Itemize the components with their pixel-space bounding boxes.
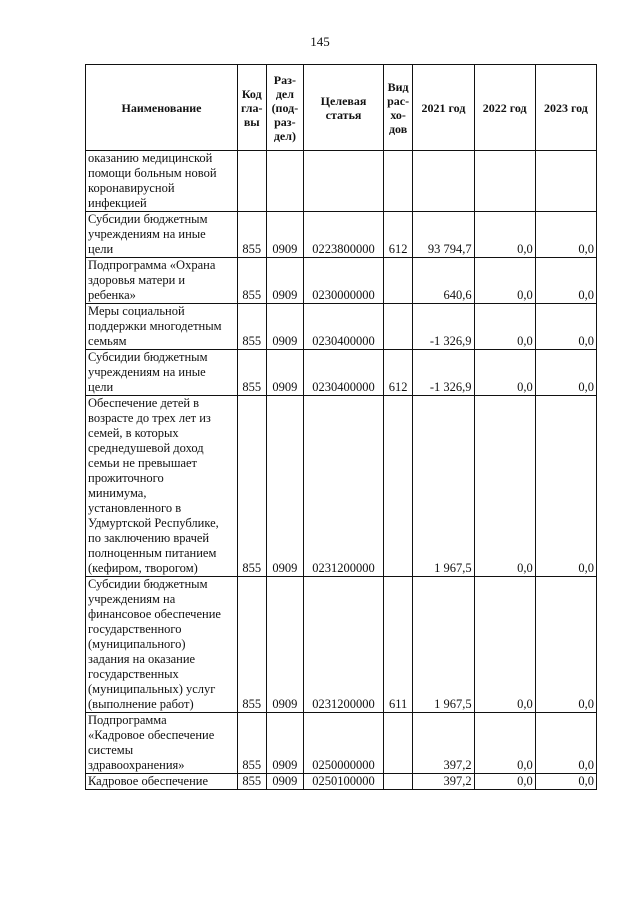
header-section: Раз- дел (под- раз- дел) <box>266 65 304 151</box>
row-section: 0909 <box>266 304 304 350</box>
header-vid: Вид рас- хо- дов <box>383 65 413 151</box>
row-2022: 0,0 <box>474 396 535 577</box>
row-vid <box>383 396 413 577</box>
row-code: 855 <box>237 774 266 790</box>
row-name: Субсидии бюджетным учреждениям на финансовое обеспечение государственного (муниципального) задания на оказание государственных (муниципальных) услуг (выполнение работ) <box>86 577 238 713</box>
budget-table <box>85 64 597 790</box>
row-name: Обеспечение детей в возрасте до трех лет из семей, в которых среднедушевой доход семьи не превышает прожиточного минимума, установленного в Удмуртской Республике, по заключению врачей полноценным питанием (кефиром, творогом) <box>86 396 238 577</box>
row-name: Меры социальной поддержки многодетным семьям <box>86 304 238 350</box>
row-target: 0231200000 <box>304 577 384 713</box>
table-row <box>86 304 597 350</box>
row-code: 855 <box>237 577 266 713</box>
row-2022: 0,0 <box>474 577 535 713</box>
row-2022: 0,0 <box>474 350 535 396</box>
row-section <box>266 151 304 212</box>
row-vid: 612 <box>383 212 413 258</box>
row-target: 0230400000 <box>304 304 384 350</box>
row-section: 0909 <box>266 258 304 304</box>
row-name: Подпрограмма «Кадровое обеспечение системы здравоохранения» <box>86 713 238 774</box>
row-2023: 0,0 <box>535 577 596 713</box>
row-code: 855 <box>237 212 266 258</box>
row-section: 0909 <box>266 396 304 577</box>
header-name: Наименование <box>86 65 238 151</box>
header-2023: 2023 год <box>535 65 596 151</box>
row-2023: 0,0 <box>535 713 596 774</box>
row-target: 0230400000 <box>304 350 384 396</box>
row-target <box>304 151 384 212</box>
row-2022: 0,0 <box>474 258 535 304</box>
row-2021: 397,2 <box>413 774 474 790</box>
row-2021: 93 794,7 <box>413 212 474 258</box>
header-target: Целевая статья <box>304 65 384 151</box>
row-2021: 1 967,5 <box>413 396 474 577</box>
table-row <box>86 212 597 258</box>
row-section: 0909 <box>266 577 304 713</box>
row-code: 855 <box>237 350 266 396</box>
row-name: Кадровое обеспечение <box>86 774 238 790</box>
header-code: Код гла- вы <box>237 65 266 151</box>
table-row <box>86 258 597 304</box>
row-name: Субсидии бюджетным учреждениям на иные цели <box>86 212 238 258</box>
row-section: 0909 <box>266 350 304 396</box>
row-code: 855 <box>237 713 266 774</box>
row-vid: 611 <box>383 577 413 713</box>
row-vid <box>383 304 413 350</box>
row-vid <box>383 774 413 790</box>
table-row <box>86 774 597 790</box>
row-name: Подпрограмма «Охрана здоровья матери и ребенка» <box>86 258 238 304</box>
row-2023: 0,0 <box>535 396 596 577</box>
row-code <box>237 151 266 212</box>
row-code: 855 <box>237 258 266 304</box>
table-row <box>86 396 597 577</box>
row-2023: 0,0 <box>535 258 596 304</box>
row-target: 0223800000 <box>304 212 384 258</box>
row-target: 0231200000 <box>304 396 384 577</box>
row-2021: -1 326,9 <box>413 350 474 396</box>
row-target: 0250000000 <box>304 713 384 774</box>
row-2022 <box>474 151 535 212</box>
row-2023 <box>535 151 596 212</box>
row-vid <box>383 258 413 304</box>
row-section: 0909 <box>266 774 304 790</box>
row-2023: 0,0 <box>535 212 596 258</box>
row-2021 <box>413 151 474 212</box>
row-vid: 612 <box>383 350 413 396</box>
table-row <box>86 577 597 713</box>
table-row <box>86 713 597 774</box>
row-name: Субсидии бюджетным учреждениям на иные цели <box>86 350 238 396</box>
row-vid <box>383 151 413 212</box>
row-2022: 0,0 <box>474 304 535 350</box>
row-2023: 0,0 <box>535 304 596 350</box>
row-2023: 0,0 <box>535 350 596 396</box>
header-2022: 2022 год <box>474 65 535 151</box>
row-2022: 0,0 <box>474 774 535 790</box>
row-target: 0230000000 <box>304 258 384 304</box>
row-2022: 0,0 <box>474 212 535 258</box>
table-row <box>86 350 597 396</box>
row-target: 0250100000 <box>304 774 384 790</box>
header-2021: 2021 год <box>413 65 474 151</box>
row-code: 855 <box>237 304 266 350</box>
row-code: 855 <box>237 396 266 577</box>
page-number: 145 <box>310 34 330 49</box>
row-name: оказанию медицинской помощи больным новой коронавирусной инфекцией <box>86 151 238 212</box>
table-row <box>86 151 597 212</box>
row-2022: 0,0 <box>474 713 535 774</box>
header-row <box>86 65 597 151</box>
row-2021: 1 967,5 <box>413 577 474 713</box>
row-vid <box>383 713 413 774</box>
row-2021: 397,2 <box>413 713 474 774</box>
row-2021: -1 326,9 <box>413 304 474 350</box>
row-2021: 640,6 <box>413 258 474 304</box>
row-2023: 0,0 <box>535 774 596 790</box>
row-section: 0909 <box>266 212 304 258</box>
row-section: 0909 <box>266 713 304 774</box>
